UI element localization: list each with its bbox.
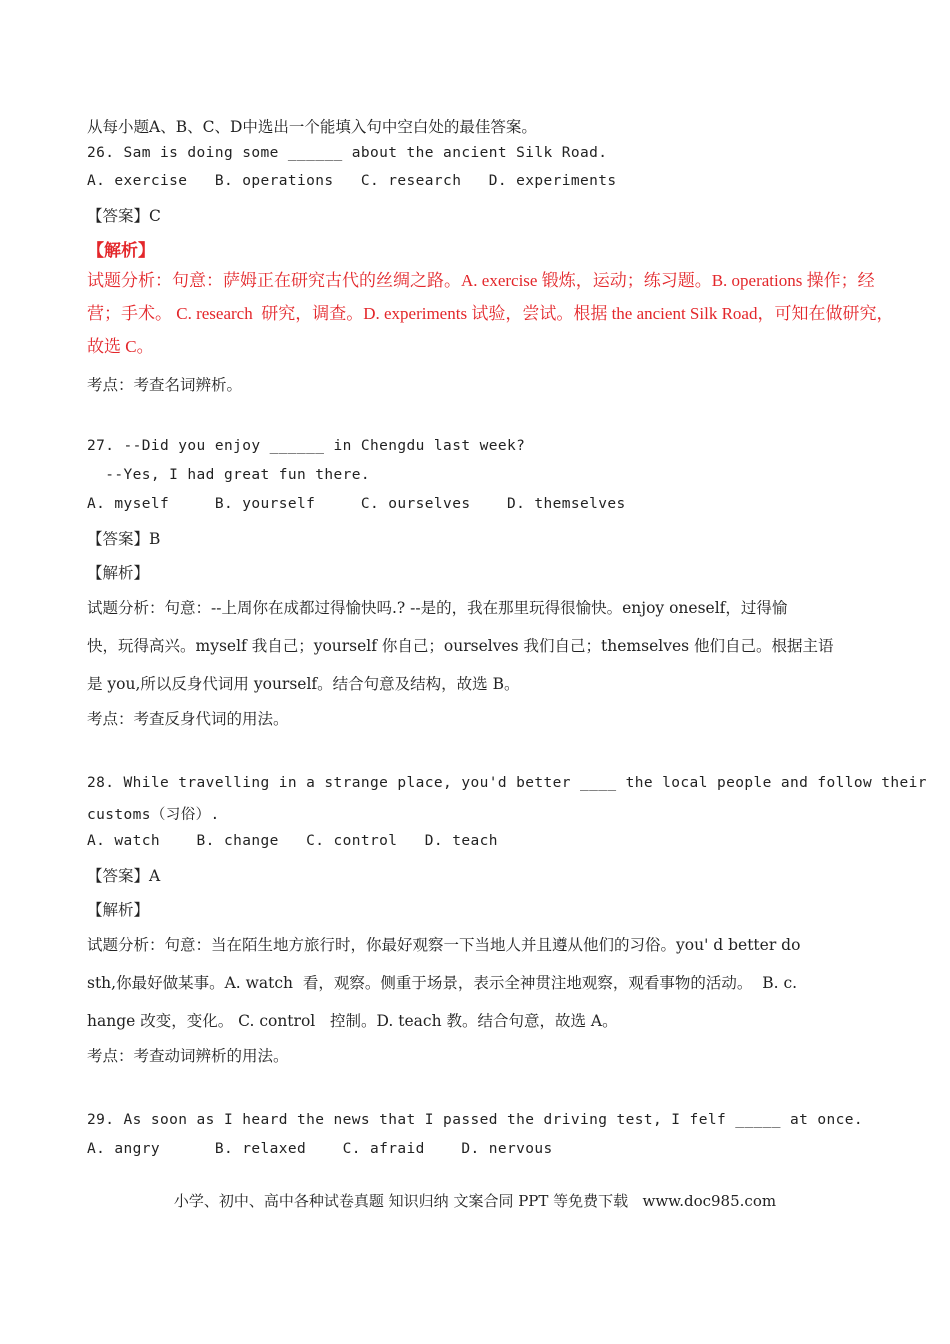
page-footer: 小学、初中、高中各种试卷真题 知识归纳 文案合同 PPT 等免费下载 www.doc985.com (173, 1192, 777, 1210)
question-29-stem: 29. As soon as I heard the news that I passed the driving test, I felf _____ at once. (87, 1112, 864, 1128)
question-28-answer: 【答案】A (87, 867, 161, 885)
question-26-answer: 【答案】C (87, 207, 161, 225)
question-27-answer: 【答案】B (87, 530, 161, 548)
question-26-analysis-line-1: 试题分析：句意：萨姆正在研究古代的丝绸之路。A. exercise 锻炼，运动；练习题。B. operations 操作；经 (87, 271, 875, 290)
question-26-analysis-line-2: 营；手术。 C. research 研究，调查。D. experiments 试验，尝试。根据 the ancient Silk Road，可知在做研究， (87, 304, 894, 323)
question-28-stem-line-1: 28. While travelling in a strange place, you'd better ____ the local people and follow their (87, 775, 927, 791)
question-27-point: 考点：考查反身代词的用法。 (87, 710, 289, 728)
question-28-analysis-title: 【解析】 (87, 901, 150, 919)
question-28-stem-line-2: customs（习俗）. (87, 807, 220, 823)
instructions: 从每小题A、B、C、D中选出一个能填入句中空白处的最佳答案。 (87, 118, 537, 136)
question-29-options: A. angry B. relaxed C. afraid D. nervous (87, 1141, 553, 1157)
question-27-stem-line-2: --Yes, I had great fun there. (87, 467, 371, 483)
question-28-analysis-line-2: sth,你最好做某事。A. watch 看，观察。侧重于场景，表示全神贯注地观察，观看事物的活动。 B. c. (87, 974, 798, 992)
question-26-analysis-line-3: 故选 C。 (87, 337, 154, 356)
question-27-analysis-line-1: 试题分析：句意：--上周你在成都过得愉快吗.? --是的，我在那里玩得很愉快。enjoy oneself，过得愉 (87, 599, 788, 617)
question-27-analysis-line-2: 快，玩得高兴。myself 我自己；yourself 你自己；ourselves 我们自己；themselves 他们自己。根据主语 (87, 637, 834, 655)
question-27-analysis-line-3: 是 you,所以反身代词用 yourself。结合句意及结构，故选 B。 (87, 675, 520, 693)
question-28-analysis-line-3: hange 改变，变化。 C. control 控制。D. teach 教。结合句意，故选 A。 (87, 1012, 618, 1030)
question-27-options: A. myself B. yourself C. ourselves D. themselves (87, 496, 626, 512)
question-28-analysis-line-1: 试题分析：句意：当在陌生地方旅行时，你最好观察一下当地人并且遵从他们的习俗。you' d better do (87, 936, 801, 954)
question-26-stem: 26. Sam is doing some ______ about the ancient Silk Road. (87, 145, 608, 161)
question-27-analysis-title: 【解析】 (87, 564, 150, 582)
question-28-options: A. watch B. change C. control D. teach (87, 833, 498, 849)
question-26-analysis-title: 【解析】 (87, 241, 155, 261)
question-27-stem-line-1: 27. --Did you enjoy ______ in Chengdu last week? (87, 438, 526, 454)
question-28-point: 考点：考查动词辨析的用法。 (87, 1047, 289, 1065)
question-26-point: 考点：考查名词辨析。 (87, 376, 243, 394)
question-26-options: A. exercise B. operations C. research D. experiments (87, 173, 617, 189)
